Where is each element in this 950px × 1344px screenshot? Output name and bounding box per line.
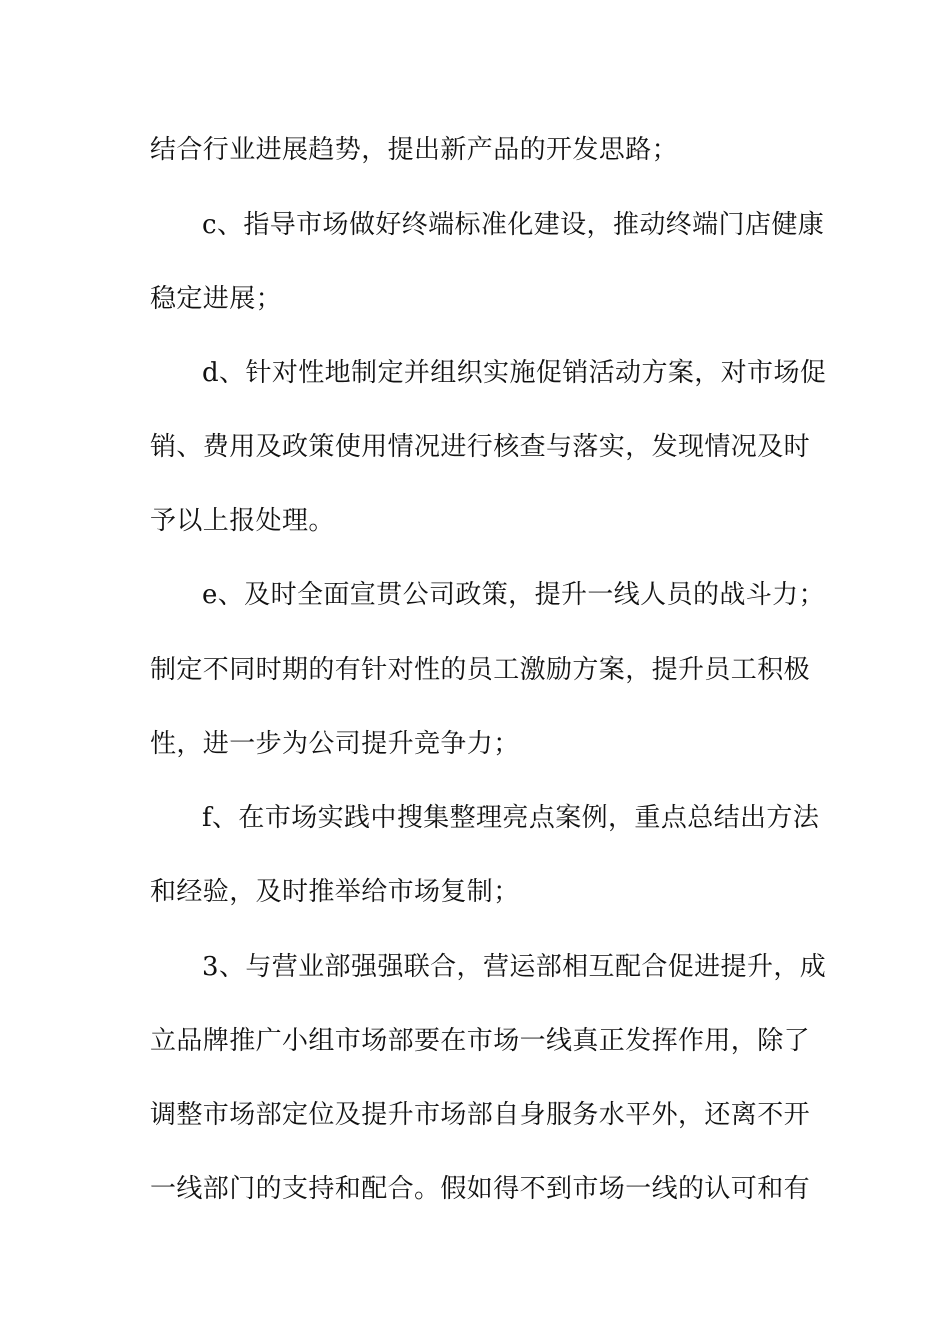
text-line: 调整市场部定位及提升市场部自身服务水平外，还离不开 (150, 1100, 811, 1130)
text-line: 立品牌推广小组市场部要在市场一线真正发挥作用，除了 (150, 1026, 811, 1056)
text-line: 稳定进展； (150, 284, 283, 314)
text-line: 予以上报处理。 (150, 506, 335, 536)
paragraph-e: e、及时全面宣贯公司政策，提升一线人员的战斗力； (202, 580, 825, 610)
text-line: 一线部门的支持和配合。假如得不到市场一线的认可和有 (150, 1174, 811, 1204)
text-line: 性，进一步为公司提升竞争力； (150, 729, 520, 759)
text-line: 结合行业进展趋势，提出新产品的开发思路； (150, 135, 679, 165)
text-line: 和经验，及时推举给市场复制； (150, 877, 520, 907)
paragraph-3: 3、与营业部强强联合，营运部相互配合促进提升，成 (202, 952, 827, 982)
paragraph-f: f、在市场实践中搜集整理亮点案例，重点总结出方法 (202, 803, 820, 833)
text-line: 制定不同时期的有针对性的员工激励方案，提升员工积极 (150, 655, 811, 685)
text-line: 销、费用及政策使用情况进行核查与落实，发现情况及时 (150, 432, 811, 462)
paragraph-d: d、针对性地制定并组织实施促销活动方案，对市场促 (202, 358, 827, 388)
paragraph-c: c、指导市场做好终端标准化建设，推动终端门店健康 (202, 210, 825, 240)
